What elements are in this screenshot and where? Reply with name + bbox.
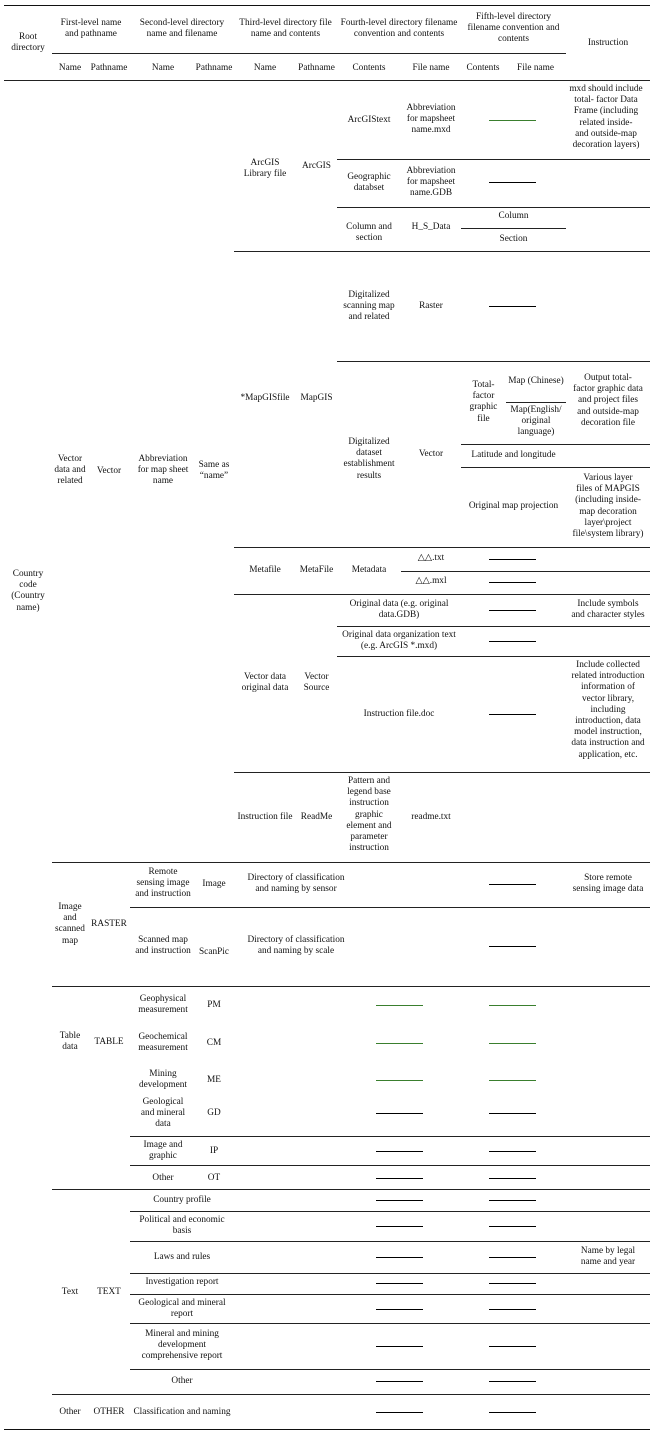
arcgis-r3-contents: Column and section [346, 222, 392, 244]
list-item-fourth-dash [376, 1381, 423, 1382]
list-item: Other [171, 1376, 193, 1386]
header-fifth-level: Fifth-level directory filename convention and contents [467, 12, 560, 45]
readme-l3-path: ReadMe [300, 812, 333, 822]
table-row-fifth-dash [489, 1113, 536, 1114]
raster-r2-name: Scanned map and instruction [135, 935, 191, 957]
list-item-fifth-dash [489, 1226, 536, 1227]
list-item-fourth-dash [376, 1226, 423, 1227]
header-root-directory: Root directory [11, 32, 45, 54]
raster-r1-instruction: Store remote sensing image data [572, 873, 644, 895]
vector-l2-path: Same as “name” [198, 460, 230, 482]
metafile-mxl-fifth-dash [489, 582, 536, 583]
source-l3-path: Vector Source [303, 672, 330, 694]
mapgis-r1-fifth-dash [489, 306, 536, 307]
header-contents-5: Contents [466, 63, 500, 73]
arcgis-r1-file: Abbreviation for mapsheet name.mxd [406, 103, 456, 136]
header-first-level: First-level name and pathname [60, 18, 122, 40]
list-item-fifth-dash [489, 1283, 536, 1284]
list-item: Country profile [153, 1195, 211, 1205]
list-item-fifth-dash [489, 1381, 536, 1382]
metafile-file-mxl: △△.mxl [415, 576, 447, 586]
arcgis-l3-name: ArcGIS Library file [243, 158, 287, 180]
list-item-fourth-dash [376, 1257, 423, 1258]
header-instruction: Instruction [587, 38, 629, 48]
source-r3-contents: Instruction file.doc [363, 709, 435, 719]
header-fourth-level: Fourth-level directory filename convention and contents [340, 18, 458, 40]
table-row-name: Other [152, 1173, 174, 1183]
header-pathname-2: Pathname [195, 63, 233, 73]
list-item-fifth-dash [489, 1200, 536, 1201]
list-item-fourth-dash [376, 1283, 423, 1284]
arcgis-r3-column: Column [498, 211, 529, 221]
table-row-fourth-dash [376, 1005, 423, 1006]
arcgis-r2-contents: Geographic databset [347, 172, 391, 194]
arcgis-r3-file: H_S_Data [411, 222, 451, 232]
header-contents-4: Contents [352, 63, 386, 73]
mapgis-map-english: Map(English/ original language) [510, 405, 562, 438]
header-filename-5: File name [517, 63, 554, 73]
source-r1-fifth-dash [489, 610, 536, 611]
table-row-path: CM [206, 1038, 222, 1048]
mapgis-l3-path: MapGIS [300, 393, 333, 403]
arcgis-r2-fifth-dash [489, 182, 536, 183]
source-r1-instruction: Include symbols and character styles [571, 599, 645, 621]
list-item-fourth-dash [376, 1346, 423, 1347]
header-third-level: Third-level directory file name and contents [239, 18, 332, 40]
table-row-fourth-dash [376, 1043, 423, 1044]
header-second-level: Second-level directory name and filename [139, 18, 225, 40]
list-item-fifth-dash [489, 1257, 536, 1258]
other-l1-name: Other [59, 1407, 81, 1417]
raster-r1-l3: Directory of classification and naming by sensor [247, 873, 345, 895]
header-filename-4: File name [412, 63, 450, 73]
mapgis-original-projection: Original map projection [468, 501, 559, 511]
text-l1-name: Text [61, 1287, 79, 1297]
arcgis-r2-file: Abbreviation for mapsheet name.GDB [406, 166, 456, 199]
vector-l2-name: Abbreviation for map sheet name [137, 454, 189, 487]
list-item-fifth-dash [489, 1346, 536, 1347]
mapgis-layers-instruction: Various layer files of MAPGIS (including inside- map decoration layer\project file\system library) [572, 473, 644, 540]
source-l3-name: Vector data original data [241, 672, 289, 694]
metafile-txt-fifth-dash [489, 559, 536, 560]
table-row-name: Geochemical measurement [138, 1032, 188, 1054]
table-row-name: Geological and mineral data [140, 1097, 186, 1130]
table-row-name: Geophysical measurement [138, 994, 188, 1016]
vector-l1-path: Vector [96, 466, 122, 476]
list-item: Geological and mineral report [138, 1298, 226, 1320]
metafile-contents: Metadata [351, 565, 387, 575]
table-l1-name: Table data [59, 1031, 81, 1053]
mapgis-map-chinese: Map (Chinese) [508, 376, 564, 386]
vector-l1-name: Vector data and related [54, 454, 86, 487]
readme-contents: Pattern and legend base instruction graphic element and parameter instruction [346, 776, 392, 854]
source-r1-contents: Original data (e.g. original data.GDB) [349, 599, 449, 621]
mapgis-r1-file: Raster [419, 301, 443, 311]
metafile-l3-path: MetaFile [299, 565, 334, 575]
table-row-path: GD [207, 1108, 221, 1118]
header-name-2: Name [151, 63, 175, 73]
mapgis-r2-file: Vector [418, 449, 444, 459]
table-row-path: IP [209, 1146, 219, 1156]
table-row-fifth-dash [489, 1080, 536, 1081]
table-row-fifth-dash [489, 1043, 536, 1044]
mapgis-total-factor: Total- factor graphic file [469, 380, 498, 424]
mapgis-r1-contents: Digitalized scanning map and related [343, 290, 395, 323]
mapgis-r2-contents: Digitalized dataset establishment results [343, 437, 395, 481]
header-name-3: Name [253, 63, 277, 73]
arcgis-r1-fifth-dash [489, 120, 536, 121]
mapgis-output-instruction: Output total- factor graphic data and project files and outside-map decoration file [573, 373, 643, 428]
list-item: Investigation report [145, 1277, 219, 1287]
list-item: Mineral and mining development comprehensive report [141, 1329, 223, 1362]
table-row-path: PM [207, 1000, 221, 1010]
mapgis-l3-name: *MapGISfile [240, 393, 290, 403]
readme-file: readme.txt [411, 812, 451, 822]
readme-l3-name: Instruction file [237, 812, 293, 822]
source-r3-instruction: Include collected related introduction information of vector library, including introduction, data model instruction, data instruction and application, etc. [571, 660, 645, 760]
list-item-instruction: Name by legal name and year [580, 1246, 636, 1268]
root-country-code: Country code (Country name) [11, 569, 45, 613]
metafile-file-txt: △△.txt [417, 553, 445, 563]
raster-l1-name: Image and scanned map [55, 902, 85, 946]
other-l1-path: OTHER [93, 1407, 125, 1417]
table-row-name: Image and graphic [143, 1140, 183, 1162]
raster-r1-name: Remote sensing image and instruction [135, 867, 191, 900]
arcgis-r1-contents: ArcGIStext [347, 115, 391, 125]
other-l2-name: Classification and naming [133, 1407, 231, 1417]
header-pathname-1: Pathname [90, 63, 128, 73]
source-r2-fifth-dash [489, 641, 536, 642]
mapgis-lat-long: Latitude and longitude [471, 450, 556, 460]
text-l1-path: TEXT [97, 1287, 121, 1297]
table-row-fifth-dash [489, 1151, 536, 1152]
list-item-fifth-dash [489, 1309, 536, 1310]
table-row-fifth-dash [489, 1178, 536, 1179]
list-item-fourth-dash [376, 1309, 423, 1310]
table-row-path: ME [207, 1075, 221, 1085]
raster-r2-fifth-dash [489, 946, 536, 947]
other-fifth-dash [489, 1412, 536, 1413]
header-name-1: Name [58, 63, 82, 73]
raster-l1-path: RASTER [91, 919, 127, 929]
arcgis-r3-section: Section [499, 234, 528, 244]
source-r3-fifth-dash [489, 714, 536, 715]
metafile-l3-name: Metafile [249, 565, 281, 575]
list-item: Political and economic basis [139, 1215, 225, 1237]
table-row-name: Mining development [138, 1069, 188, 1091]
source-r2-contents: Original data organization text (e.g. ArcGIS *.mxd) [342, 630, 456, 652]
table-row-fifth-dash [489, 1005, 536, 1006]
other-fourth-dash [376, 1412, 423, 1413]
table-row-fourth-dash [376, 1151, 423, 1152]
raster-r1-fifth-dash [489, 884, 536, 885]
list-item: Laws and rules [153, 1252, 211, 1262]
list-item-fourth-dash [376, 1200, 423, 1201]
raster-r1-path: Image [202, 879, 226, 889]
table-row-fourth-dash [376, 1178, 423, 1179]
table-row-path: OT [207, 1173, 221, 1183]
raster-r2-path: ScanPic [199, 947, 229, 957]
table-row-fourth-dash [376, 1113, 423, 1114]
raster-r2-l3: Directory of classification and naming by scale [247, 935, 345, 957]
table-row-fourth-dash [376, 1080, 423, 1081]
table-l1-path: TABLE [94, 1037, 124, 1047]
arcgis-l3-path: ArcGIS [302, 161, 331, 171]
header-pathname-3: Pathname [298, 63, 335, 73]
arcgis-r1-instruction: mxd should include total- factor Data Frame (including related inside- and outside-map decoration layers) [569, 84, 643, 151]
